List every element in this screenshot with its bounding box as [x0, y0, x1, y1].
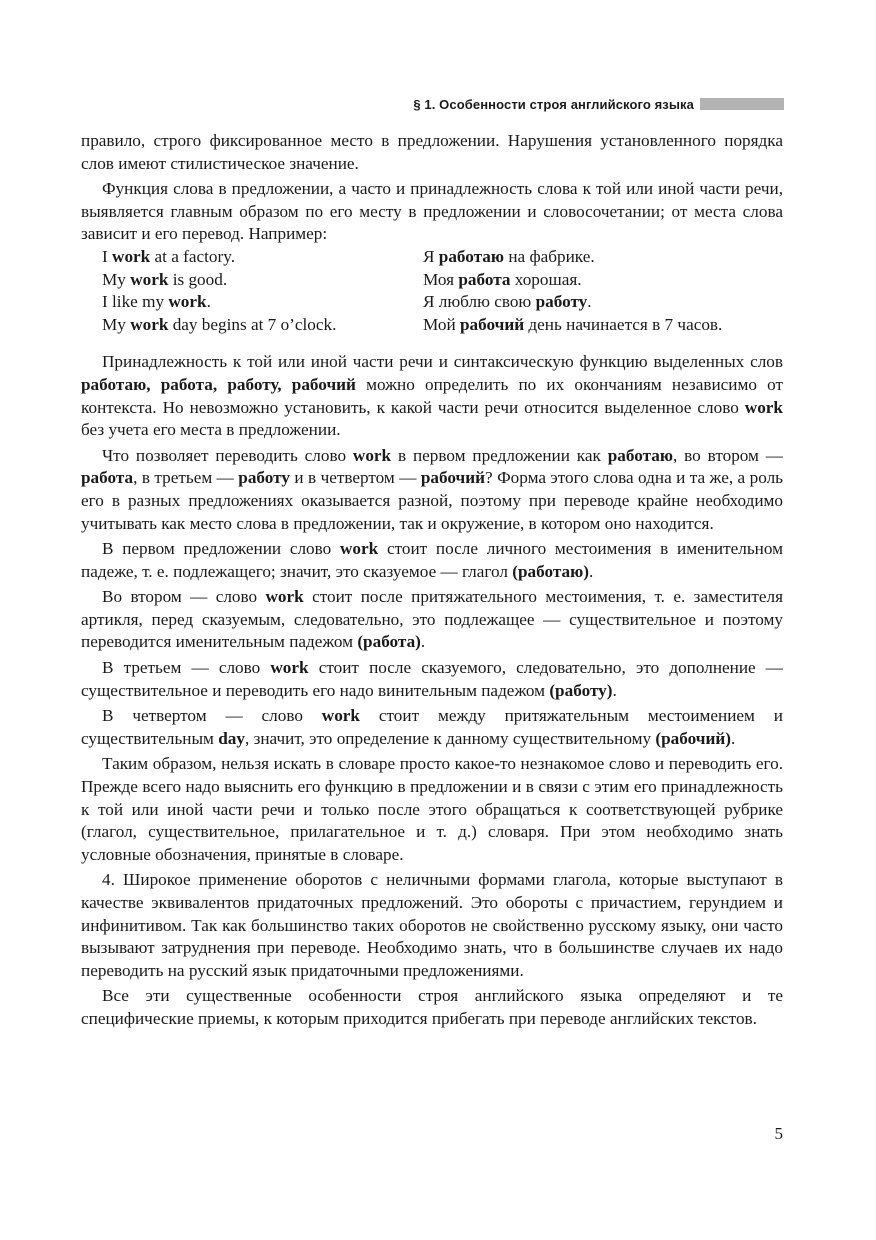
page-content — [81, 130, 783, 1031]
example-ru: Я люблю свою работу. — [423, 292, 592, 312]
paragraph: Таким образом, нельзя искать в словаре просто какое-то незнакомое слово и переводить его. Прежде всего надо выяснить его функцию в предложении и в связи с этим его принадлежность к той или иной части речи и только после этого обращаться к соответствующей рубрике (глагол, существительное, прилагательное и т. д.) словаря. При этом необходимо знать условные обозначения, принятые в словаре. — [81, 754, 783, 864]
paragraph: В первом предложении слово work стоит после личного местоимения в именительном падеже, т. е. подлежащего; значит, это сказуемое — глагол (работаю). — [81, 539, 783, 581]
paragraph: 4. Широкое применение оборотов с неличными формами глагола, которые выступают в качестве эквивалентов придаточных предложений. Это обороты с причастием, герундием и инфинитивом. Так как большинство таких оборотов не свойственно русскому языку, они часто вызывают затруднения при переводе. Необходимо знать, что в большинстве случаев их надо переводить на русский язык придаточными предложениями. — [81, 870, 783, 980]
example-ru: Моя работа хорошая. — [423, 269, 582, 289]
example-ru: Я работаю на фабрике. — [423, 246, 595, 266]
example-table — [81, 246, 783, 336]
page-number: 5 — [774, 1124, 783, 1143]
example-en: I like my work. — [102, 292, 211, 312]
paragraph: Функция слова в предложении, а часто и принадлежность слова к той или иной части речи, выявляется главным образом по его месту в предложении и словосочетании; от места слова зависит и его перевод. Например: — [81, 179, 783, 244]
example-en: My work is good. — [102, 269, 228, 289]
paragraph: Во втором — слово work стоит после притяжательного местоимения, т. е. заместителя артикля, перед сказуемым, следовательно, это подлежащее — существительное и поэтому переводится именительным падежом (работа). — [81, 587, 783, 652]
spacer — [81, 336, 783, 351]
header-bar — [700, 98, 784, 110]
example-ru: Мой рабочий день начинается в 7 часов. — [423, 314, 723, 334]
paragraph: В третьем — слово work стоит после сказуемого, следовательно, это дополнение — существительное и переводить его надо винительным падежом (работу). — [81, 658, 783, 700]
header-title: § 1. Особенности строя английского языка — [413, 96, 694, 112]
running-header — [80, 94, 784, 114]
paragraph: Что позволяет переводить слово work в первом предложении как работаю, во втором — работа, в третьем — работу и в четвертом — рабочий? Форма этого слова одна и та же, а роль его в разных предложениях оказывается разной, поэтому при переводе крайне необходимо учитывать как место слова в предложении, так и окружение, в котором оно находится. — [81, 445, 783, 533]
paragraph: Принадлежность к той или иной части речи и синтаксическую функцию выделенных слов работаю, работа, работу, рабочий можно определить по их окончаниям независимо от контекста. Но невозможно установить, к какой части речи относится выделенное слово work без учета его места в предложении. — [81, 352, 783, 440]
paragraph: правило, строго фиксированное место в предложении. Нарушения установленного порядка слов имеют стилистическое значение. — [81, 131, 783, 173]
example-en: My work day begins at 7 o’clock. — [102, 314, 337, 334]
paragraph: Все эти существенные особенности строя английского языка определяют и те специфические приемы, к которым приходится прибегать при переводе английских текстов. — [81, 986, 783, 1028]
example-en: I work at a factory. — [102, 246, 236, 266]
paragraph: В четвертом — слово work стоит между притяжательным местоимением и существительным day, значит, это определение к данному существительному (рабочий). — [81, 706, 784, 748]
